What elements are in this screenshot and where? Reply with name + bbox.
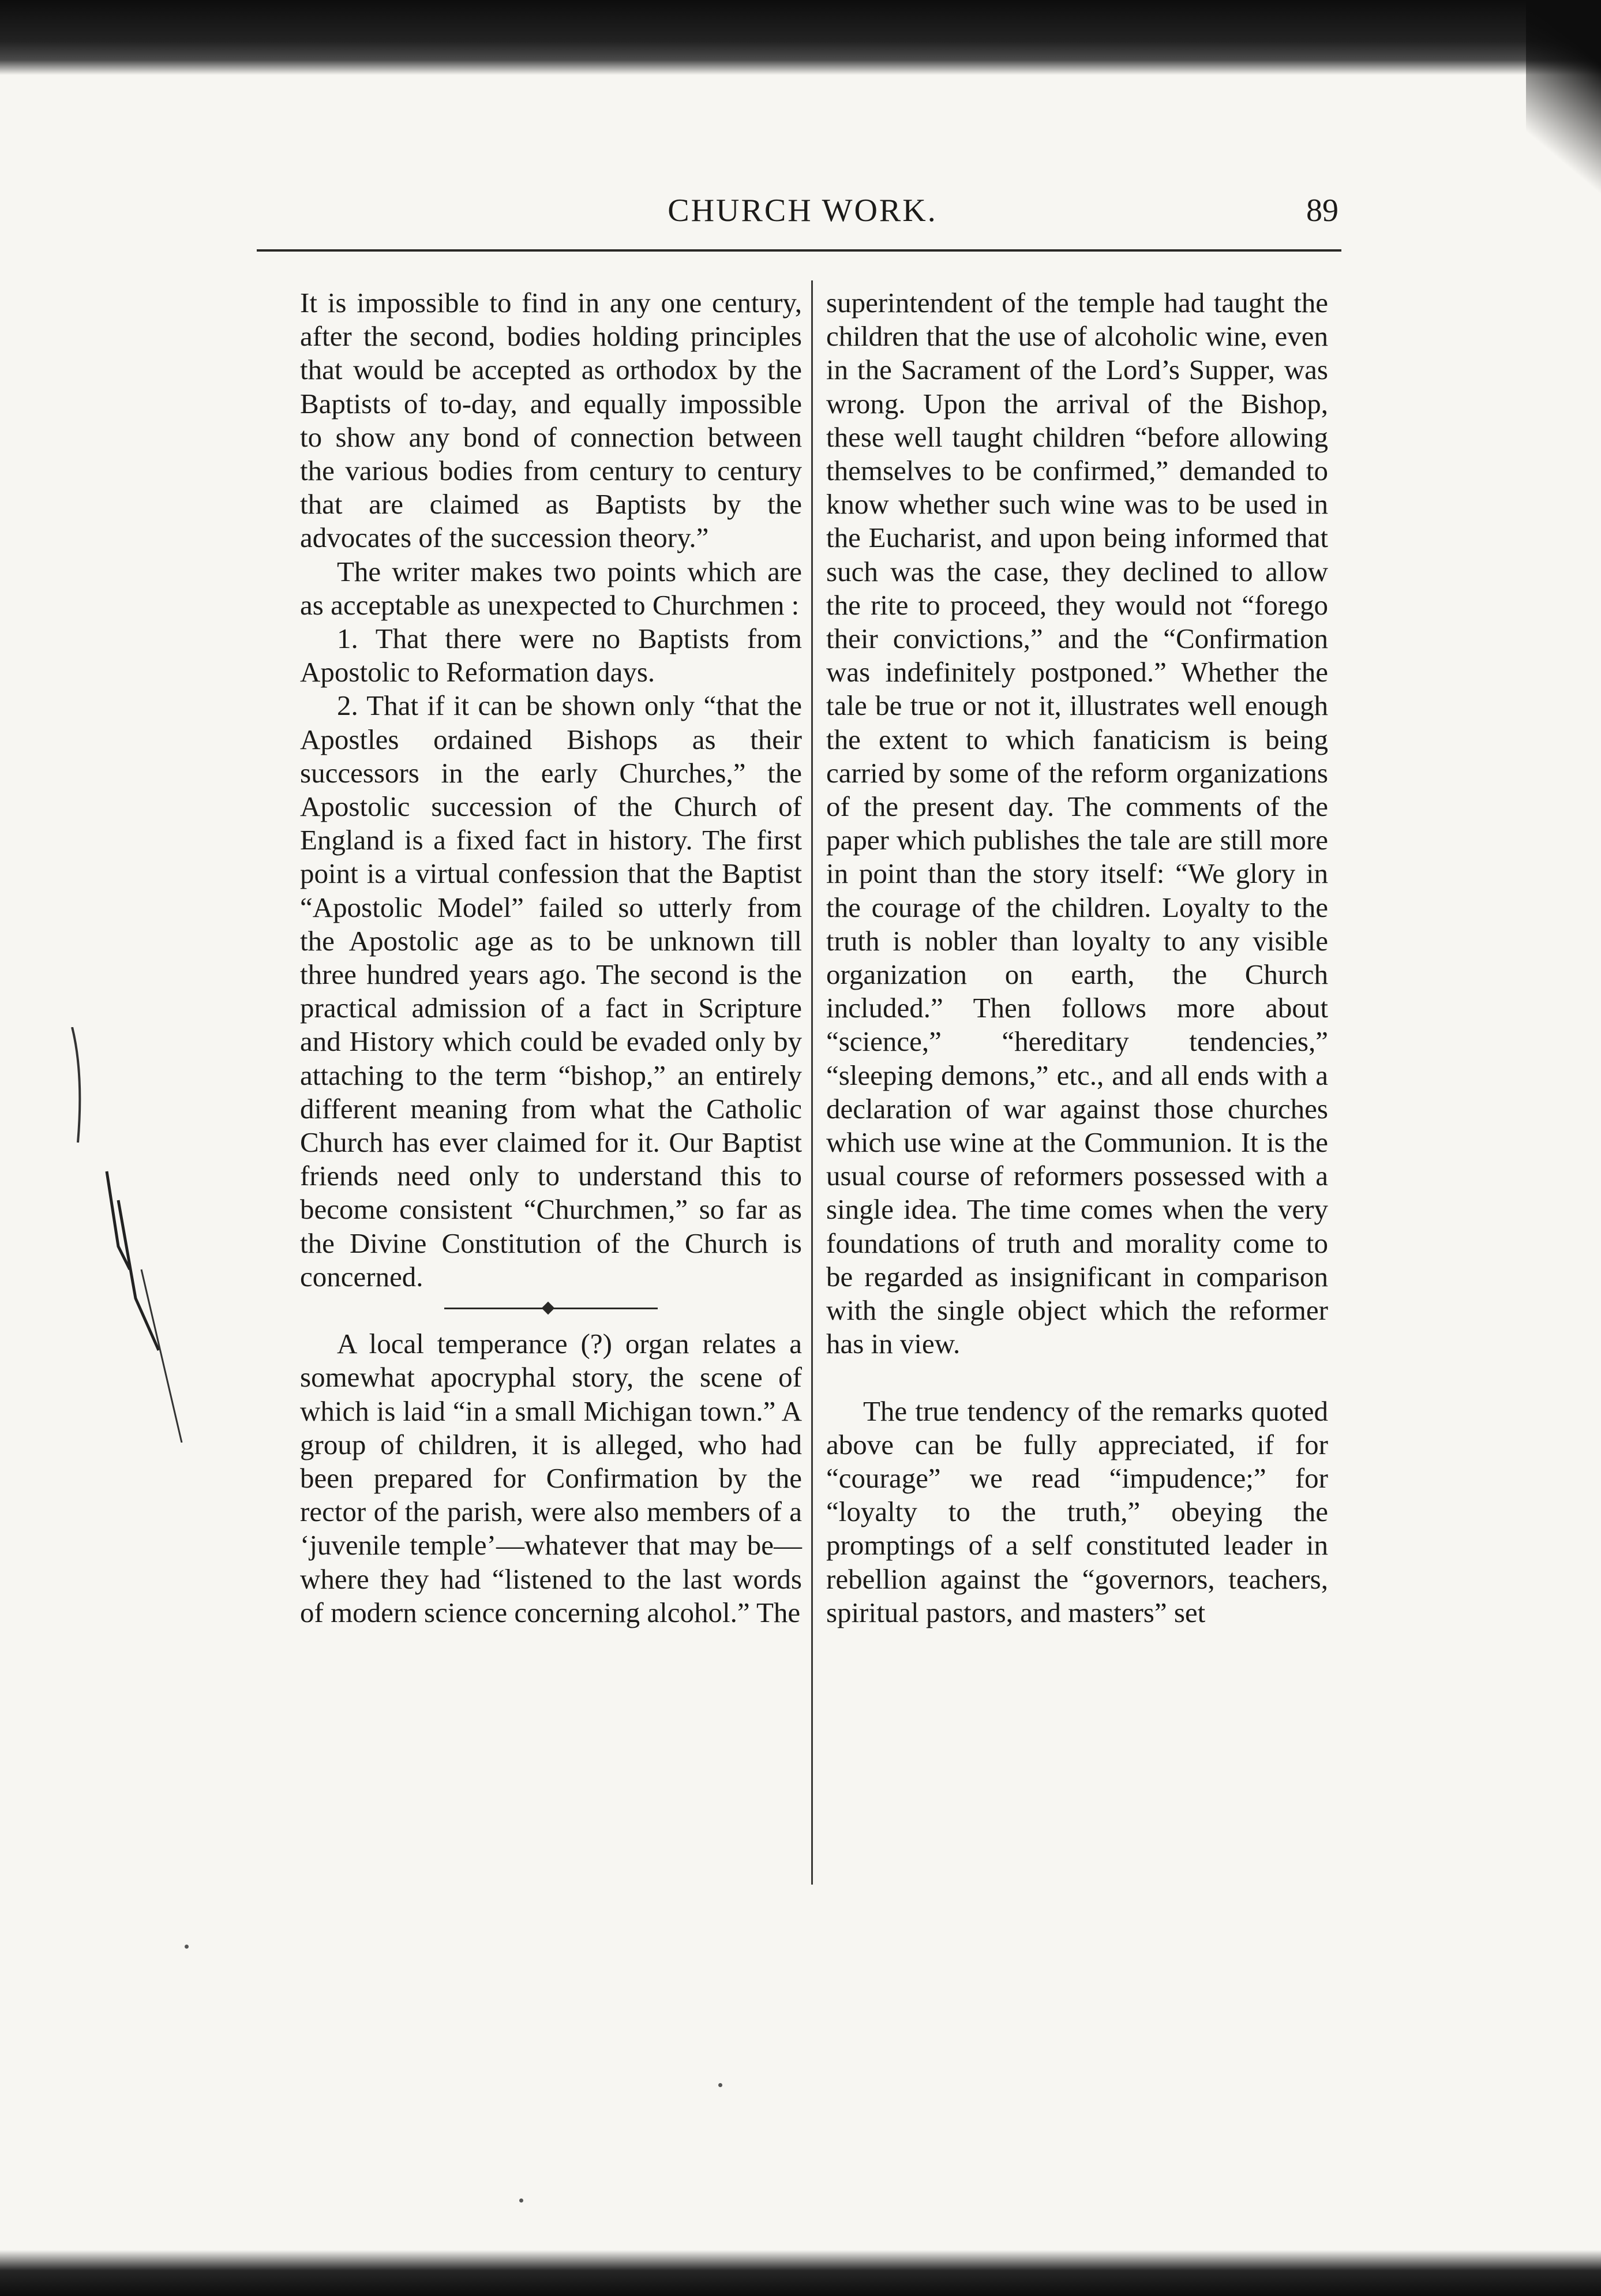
- scan-speck: [185, 1945, 189, 1949]
- header-rule: [257, 249, 1341, 252]
- left-column: [300, 286, 802, 1630]
- scan-border-bottom: [0, 2250, 1601, 2296]
- paragraph: The writer makes two points which are as acceptable as unexpected to Churchmen :: [300, 555, 802, 621]
- scan-speck: [519, 2198, 523, 2203]
- right-column: [826, 286, 1328, 1630]
- paragraph: A local temperance (?) organ relates a somewhat apocryphal story, the scene of which is laid “in a small Michigan town.” A group of children, it is alleged, who had been prepared for Confirmation by the rector of the parish, were also members of a ‘juvenile temple’—whatever that may be— where they had “listened to the last words of modern science concerning alcohol.” The: [300, 1328, 802, 1628]
- paragraph: The true tendency of the remarks quoted above can be fully appreciated, if for “courage” we read “impudence;” for “loyalty to the truth,” obeying the promptings of a self constituted leader in rebellion against the “governors, teachers, spiritual pastors, and masters” set: [826, 1395, 1328, 1628]
- margin-pencil-marks: [55, 1027, 205, 1443]
- section-divider: [300, 1294, 802, 1327]
- page-number: 89: [1306, 193, 1338, 229]
- scan-speck: [718, 2083, 722, 2087]
- numbered-point: 2. That if it can be shown only “that the Apostles ordained Bishops as their successors in the early Churches,” the Apostolic succession of the Church of England is a fixed fact in history. The first point is a virtual confession that the Baptist “Apostolic Model” failed so utterly from the Apostolic age as to be unknown till three hundred years ago. The second is the practical admission of a fact in Scripture and History which could be evaded only by attaching to the term “bishop,” an entirely different meaning from what the Catholic Church has ever claimed for it. Our Baptist friends need only to understand this to become consistent “Churchmen,” so far as the Divine Constitution of the Church is concerned.: [300, 690, 802, 1293]
- paragraph: It is impossible to find in any one century, after the second, bodies holding principles that would be accepted as orthodox by the Baptists of to-day, and equally impossible to show any bond of connection between the various bodies from century to century that are claimed as Baptists by the advocates of the succession theory.”: [300, 287, 802, 554]
- scan-border-corner: [1526, 0, 1601, 196]
- scan-border-top: [0, 0, 1601, 75]
- pencil-marks-drawing: [55, 1027, 205, 1443]
- page-header-title: CHURCH WORK.: [668, 193, 938, 229]
- numbered-point: 1. That there were no Baptists from Apostolic to Reformation days.: [300, 623, 802, 688]
- running-head: [267, 190, 1338, 231]
- column-rule: [811, 280, 813, 1885]
- paragraph: superintendent of the temple had taught the children that the use of alcoholic wine, even in the Sacrament of the Lord’s Supper, was wrong. Upon the arrival of the Bishop, these well taught children “before allowing themselves to be confirmed,” demanded to know whether such wine was to be used in the Eucharist, and upon being informed that such was the case, they declined to allow the rite to proceed, they would not “forego their convictions,” and the “Confirmation was indefinitely postponed.” Whether the tale be true or not it, illustrates well enough the extent to which fanaticism is being carried by some of the reform organizations of the present day. The comments of the paper which publishes the tale are still more in point than the story itself: “We glory in the courage of the children. Loyalty to the truth is nobler than loyalty to any visible organization on earth, the Church included.” Then follows more about “science,” “hereditary tendencies,” “sleeping demons,” etc., and all ends with a declaration of war against those churches which use wine at the Communion. It is the usual course of reformers possessed with a single idea. The time comes when the very foundations of truth and morality come to be regarded as insignificant in comparison with the single object which the reformer has in view.: [826, 287, 1328, 1360]
